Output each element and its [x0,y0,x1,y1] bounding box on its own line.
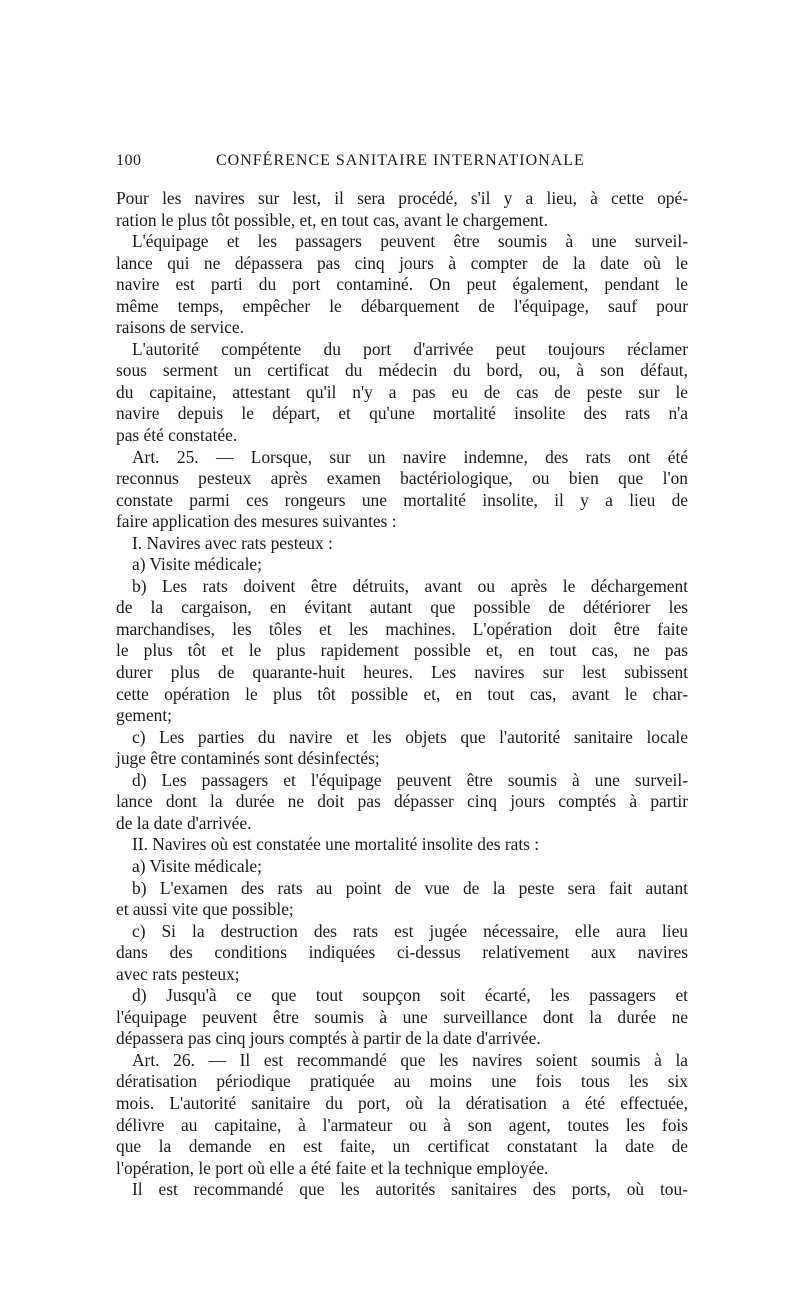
page-number: 100 [116,152,142,169]
running-header [116,152,688,176]
text-line: lance dont la durée ne doit pas dépasser cinq jours comptés à partir [116,791,688,812]
text-line: dépassera pas cinq jours comptés à partir de la date d'arrivée. [116,1028,541,1049]
text-line: pas été constatée. [116,425,238,446]
text-line: dans des conditions indiquées ci-dessus relativement aux navires [116,942,688,963]
text-line: b) L'examen des rats au point de vue de la peste sera fait autant [132,877,688,898]
text-line: navire depuis le départ, et qu'une mortalité insolite des rats n'a [116,403,688,424]
text-line: reconnus pesteux après examen bactériologique, ou bien que l'on [116,468,688,489]
text-line: L'autorité compétente du port d'arrivée peut toujours réclamer [132,338,688,359]
text-line: de la cargaison, en évitant autant que possible de détériorer les [116,597,688,618]
text-line: du capitaine, attestant qu'il n'y a pas eu de cas de peste sur le [116,381,688,402]
body-text [116,188,688,1201]
text-line: l'équipage peuvent être soumis à une surveillance dont la durée ne [116,1006,688,1027]
text-line: Art. 26. — Il est recommandé que les navires soient soumis à la [132,1049,688,1070]
text-line: raisons de service. [116,317,244,338]
text-line: juge être contaminés sont désinfectés; [116,748,380,769]
text-line: Art. 25. — Lorsque, sur un navire indemne, des rats ont été [132,446,688,467]
text-line: a) Visite médicale; [132,855,262,876]
text-line: d) Jusqu'à ce que tout soupçon soit écarté, les passagers et [132,985,688,1006]
text-line: faire application des mesures suivantes : [116,511,397,532]
text-line: délivre au capitaine, à l'armateur ou à son agent, toutes les fois [116,1114,688,1135]
text-line: a) Visite médicale; [132,554,262,575]
text-line: que la demande en est faite, un certificat constatant la date de [116,1136,688,1157]
text-line: le plus tôt et le plus rapidement possible et, en tout cas, ne pas [116,640,688,661]
text-line: Pour les navires sur lest, il sera procédé, s'il y a lieu, à cette opé- [116,188,688,208]
text-line: gement; [116,705,173,726]
text-line: cette opération le plus tôt possible et, en tout cas, avant le char- [116,683,688,704]
text-line: navire est parti du port contaminé. On peut également, pendant le [116,274,688,295]
text-line: avec rats pesteux; [116,963,240,984]
text-line: constate parmi ces rongeurs une mortalité insolite, il y a lieu de [116,489,688,510]
text-line: lance qui ne dépassera pas cinq jours à compter de la date où le [116,252,688,273]
text-line: L'équipage et les passagers peuvent être soumis à une surveil- [132,231,688,252]
text-line: mois. L'autorité sanitaire du port, où la dératisation a été effectuée, [116,1092,688,1113]
text-line: d) Les passagers et l'équipage peuvent être soumis à une surveil- [132,769,688,790]
text-line: sous serment un certificat du médecin du bord, ou, à son défaut, [116,360,688,381]
text-line: Il est recommandé que les autorités sanitaires des ports, où tou- [132,1179,688,1200]
text-line: dératisation périodique pratiquée au moins une fois tous les six [116,1071,688,1092]
text-line: durer plus de quarante-huit heures. Les navires sur lest subissent [116,662,688,683]
text-line: de la date d'arrivée. [116,812,252,833]
text-line: marchandises, les tôles et les machines. L'opération doit être faite [116,618,688,639]
text-line: c) Les parties du navire et les objets que l'autorité sanitaire locale [132,726,688,747]
text-line: II. Navires où est constatée une mortalité insolite des rats : [132,834,540,855]
text-line: c) Si la destruction des rats est jugée nécessaire, elle aura lieu [132,920,688,941]
text-line: l'opération, le port où elle a été faite et la technique employée. [116,1157,549,1178]
text-line: I. Navires avec rats pesteux : [132,532,333,553]
text-line: ration le plus tôt possible, et, en tout cas, avant le chargement. [116,209,548,230]
text-line: même temps, empêcher le débarquement de l'équipage, sauf pour [116,295,688,316]
text-line: et aussi vite que possible; [116,899,294,920]
running-title: CONFÉRENCE SANITAIRE INTERNATIONALE [216,152,585,169]
text-line: b) Les rats doivent être détruits, avant ou après le déchargement [132,575,688,596]
